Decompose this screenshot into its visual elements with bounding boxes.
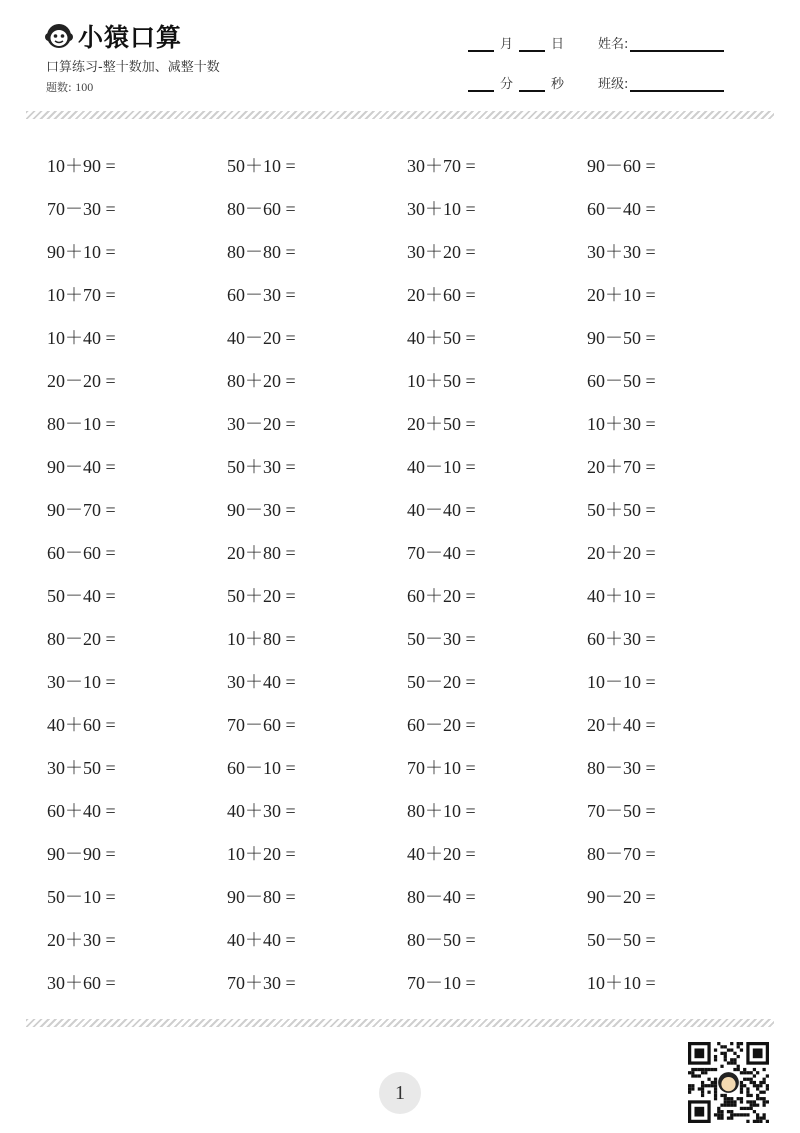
month-blank[interactable] <box>468 36 494 52</box>
problem-item: 80－10 = <box>47 413 116 434</box>
problem-item: 10＋80 = <box>227 628 296 649</box>
problem-item: 40＋20 = <box>407 843 476 864</box>
problem-item: 10－10 = <box>587 671 656 692</box>
name-blank[interactable] <box>630 36 724 52</box>
problem-item: 10＋90 = <box>47 155 116 176</box>
problem-item: 80－80 = <box>227 241 296 262</box>
problem-item: 10＋20 = <box>227 843 296 864</box>
problem-item: 50＋50 = <box>587 499 656 520</box>
problem-item: 40＋10 = <box>587 585 656 606</box>
problem-item: 40＋60 = <box>47 714 116 735</box>
class-label: 班级: <box>598 77 629 92</box>
problem-count-label: 题数: <box>46 81 72 94</box>
brand-name: 小猿口算 <box>78 23 183 52</box>
problem-item: 60＋30 = <box>587 628 656 649</box>
problem-item: 50＋10 = <box>227 155 296 176</box>
problem-item: 90－90 = <box>47 843 116 864</box>
problem-item: 50－50 = <box>587 929 656 950</box>
problem-item: 70－40 = <box>407 542 476 563</box>
problem-item: 60－40 = <box>587 198 656 219</box>
name-label: 姓名: <box>598 37 629 52</box>
problem-item: 20＋10 = <box>587 284 656 305</box>
day-blank[interactable] <box>519 36 545 52</box>
problem-item: 90－80 = <box>227 886 296 907</box>
problem-item: 20＋80 = <box>227 542 296 563</box>
problem-count <box>46 79 93 95</box>
problem-item: 30＋20 = <box>407 241 476 262</box>
problem-item: 20－20 = <box>47 370 116 391</box>
second-blank[interactable] <box>519 76 545 92</box>
problem-item: 60＋20 = <box>407 585 476 606</box>
problem-item: 50－30 = <box>407 628 476 649</box>
minute-blank[interactable] <box>468 76 494 92</box>
problem-item: 20＋50 = <box>407 413 476 434</box>
problem-item: 90－40 = <box>47 456 116 477</box>
name-field <box>598 33 724 52</box>
problem-item: 90－50 = <box>587 327 656 348</box>
problem-grid <box>47 143 767 1003</box>
problem-item: 10＋30 = <box>587 413 656 434</box>
page-number: 1 <box>379 1072 421 1114</box>
problem-item: 80－30 = <box>587 757 656 778</box>
problem-item: 80＋10 = <box>407 800 476 821</box>
problem-item: 30＋10 = <box>407 198 476 219</box>
problem-item: 50－40 = <box>47 585 116 606</box>
problem-item: 60－60 = <box>47 542 116 563</box>
problem-item: 20＋30 = <box>47 929 116 950</box>
problem-item: 70－60 = <box>227 714 296 735</box>
problem-item: 80－70 = <box>587 843 656 864</box>
problem-item: 50－10 = <box>47 886 116 907</box>
monkey-logo-icon <box>44 21 74 51</box>
problem-item: 90－70 = <box>47 499 116 520</box>
brand <box>44 18 182 54</box>
problem-item: 80－60 = <box>227 198 296 219</box>
problem-item: 80－50 = <box>407 929 476 950</box>
problem-item: 10＋70 = <box>47 284 116 305</box>
problem-item: 70＋10 = <box>407 757 476 778</box>
problem-item: 30＋70 = <box>407 155 476 176</box>
problem-item: 80－40 = <box>407 886 476 907</box>
problem-item: 10＋40 = <box>47 327 116 348</box>
problem-item: 60－50 = <box>587 370 656 391</box>
qr-code-icon <box>688 1042 769 1123</box>
worksheet-subtitle: 口算练习-整十数加、减整十数 <box>46 60 220 75</box>
problem-item: 40＋40 = <box>227 929 296 950</box>
problem-item: 20＋20 = <box>587 542 656 563</box>
problem-item: 70－30 = <box>47 198 116 219</box>
month-label: 月 <box>500 37 514 52</box>
problem-item: 60－30 = <box>227 284 296 305</box>
problem-item: 40＋30 = <box>227 800 296 821</box>
time-fields <box>468 73 570 92</box>
problem-item: 20＋60 = <box>407 284 476 305</box>
top-divider <box>26 111 774 119</box>
problem-item: 60＋40 = <box>47 800 116 821</box>
date-fields <box>468 33 570 52</box>
problem-item: 40－20 = <box>227 327 296 348</box>
problem-item: 70－10 = <box>407 972 476 993</box>
bottom-divider <box>26 1019 774 1027</box>
problem-item: 30－20 = <box>227 413 296 434</box>
problem-item: 50－20 = <box>407 671 476 692</box>
problem-item: 30＋50 = <box>47 757 116 778</box>
problem-item: 30＋40 = <box>227 671 296 692</box>
problem-item: 80－20 = <box>47 628 116 649</box>
day-label: 日 <box>551 37 565 52</box>
problem-item: 90＋10 = <box>47 241 116 262</box>
problem-count-value: 100 <box>75 80 94 94</box>
problem-item: 20＋70 = <box>587 456 656 477</box>
problem-item: 70＋30 = <box>227 972 296 993</box>
problem-item: 30－10 = <box>47 671 116 692</box>
problem-item: 10＋10 = <box>587 972 656 993</box>
second-label: 秒 <box>551 77 565 92</box>
problem-item: 40－10 = <box>407 456 476 477</box>
problem-item: 30＋60 = <box>47 972 116 993</box>
problem-item: 60－20 = <box>407 714 476 735</box>
problem-item: 20＋40 = <box>587 714 656 735</box>
problem-item: 60－10 = <box>227 757 296 778</box>
problem-item: 90－30 = <box>227 499 296 520</box>
problem-item: 90－60 = <box>587 155 656 176</box>
problem-item: 10＋50 = <box>407 370 476 391</box>
class-field <box>598 73 724 92</box>
problem-item: 90－20 = <box>587 886 656 907</box>
problem-item: 40－40 = <box>407 499 476 520</box>
problem-item: 30＋30 = <box>587 241 656 262</box>
class-blank[interactable] <box>630 76 724 92</box>
problem-item: 40＋50 = <box>407 327 476 348</box>
problem-item: 70－50 = <box>587 800 656 821</box>
minute-label: 分 <box>500 77 514 92</box>
problem-item: 80＋20 = <box>227 370 296 391</box>
problem-item: 50＋30 = <box>227 456 296 477</box>
problem-item: 50＋20 = <box>227 585 296 606</box>
